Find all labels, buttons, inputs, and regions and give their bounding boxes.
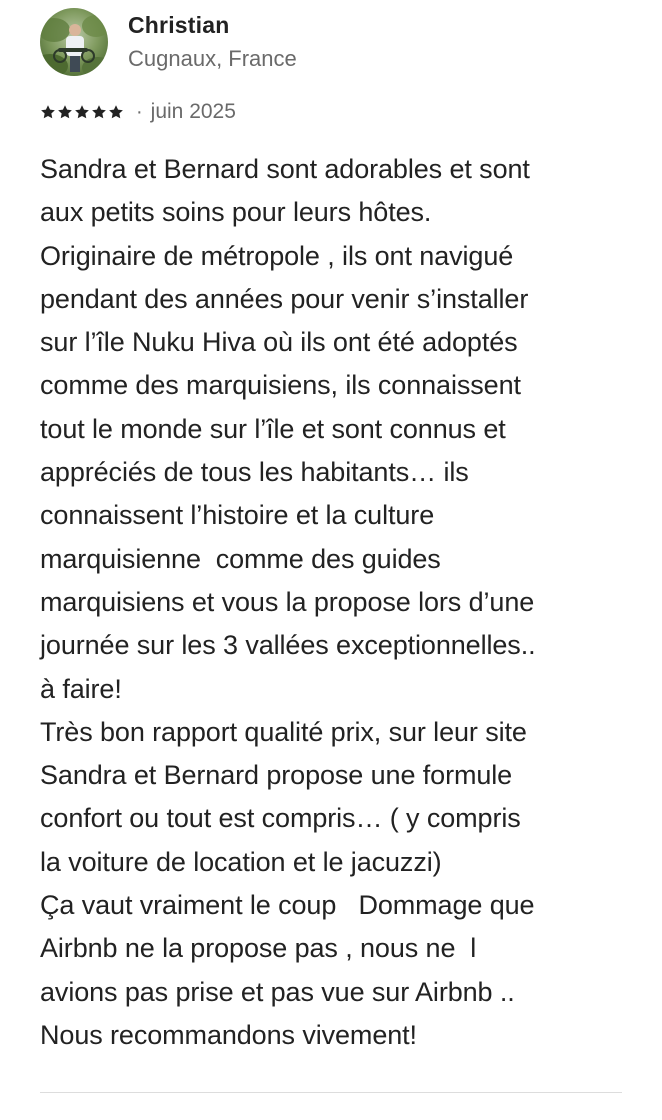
review-date: juin 2025 [150,100,236,123]
star-icon [108,104,124,120]
meta-separator: · [136,101,143,123]
review-header [40,8,297,76]
star-rating [40,104,124,120]
star-icon [74,104,90,120]
author-identity [128,9,297,75]
user-avatar[interactable] [40,8,108,76]
user-photo-icon [40,8,108,76]
author-name[interactable]: Christian [128,12,230,38]
review-meta [40,96,236,128]
divider [40,1092,622,1093]
star-icon [91,104,107,120]
star-icon [40,104,56,120]
review-text: Sandra et Bernard sont adorables et sont aux petits soins pour leurs hôtes. Originaire de métropole , ils ont navigué pendant des années pour venir s’installer sur l’île Nuku Hiva où ils ont été adoptés comme des marquisiens, ils connaissent tout le monde sur l’île et sont connus et appréciés de tous les habitants… ils connaissent l’histoire et la culture marquisienne comme des guides marquisiens et vous la propose lors d’une journée sur les 3 vallées exceptionnelles.. à faire! Très bon rapport qualité prix, sur leur site Sandra et Bernard propose une formule confort ou tout est compris… ( y compris la voiture de location et le jacuzzi) Ça vaut vraiment le coup Dommage que Airbnb ne la propose pas , nous ne l avions pas prise et pas vue sur Airbnb .. Nous recommandons vivement! [40,154,536,1050]
star-icon [57,104,73,120]
author-location: Cugnaux, France [128,46,297,71]
